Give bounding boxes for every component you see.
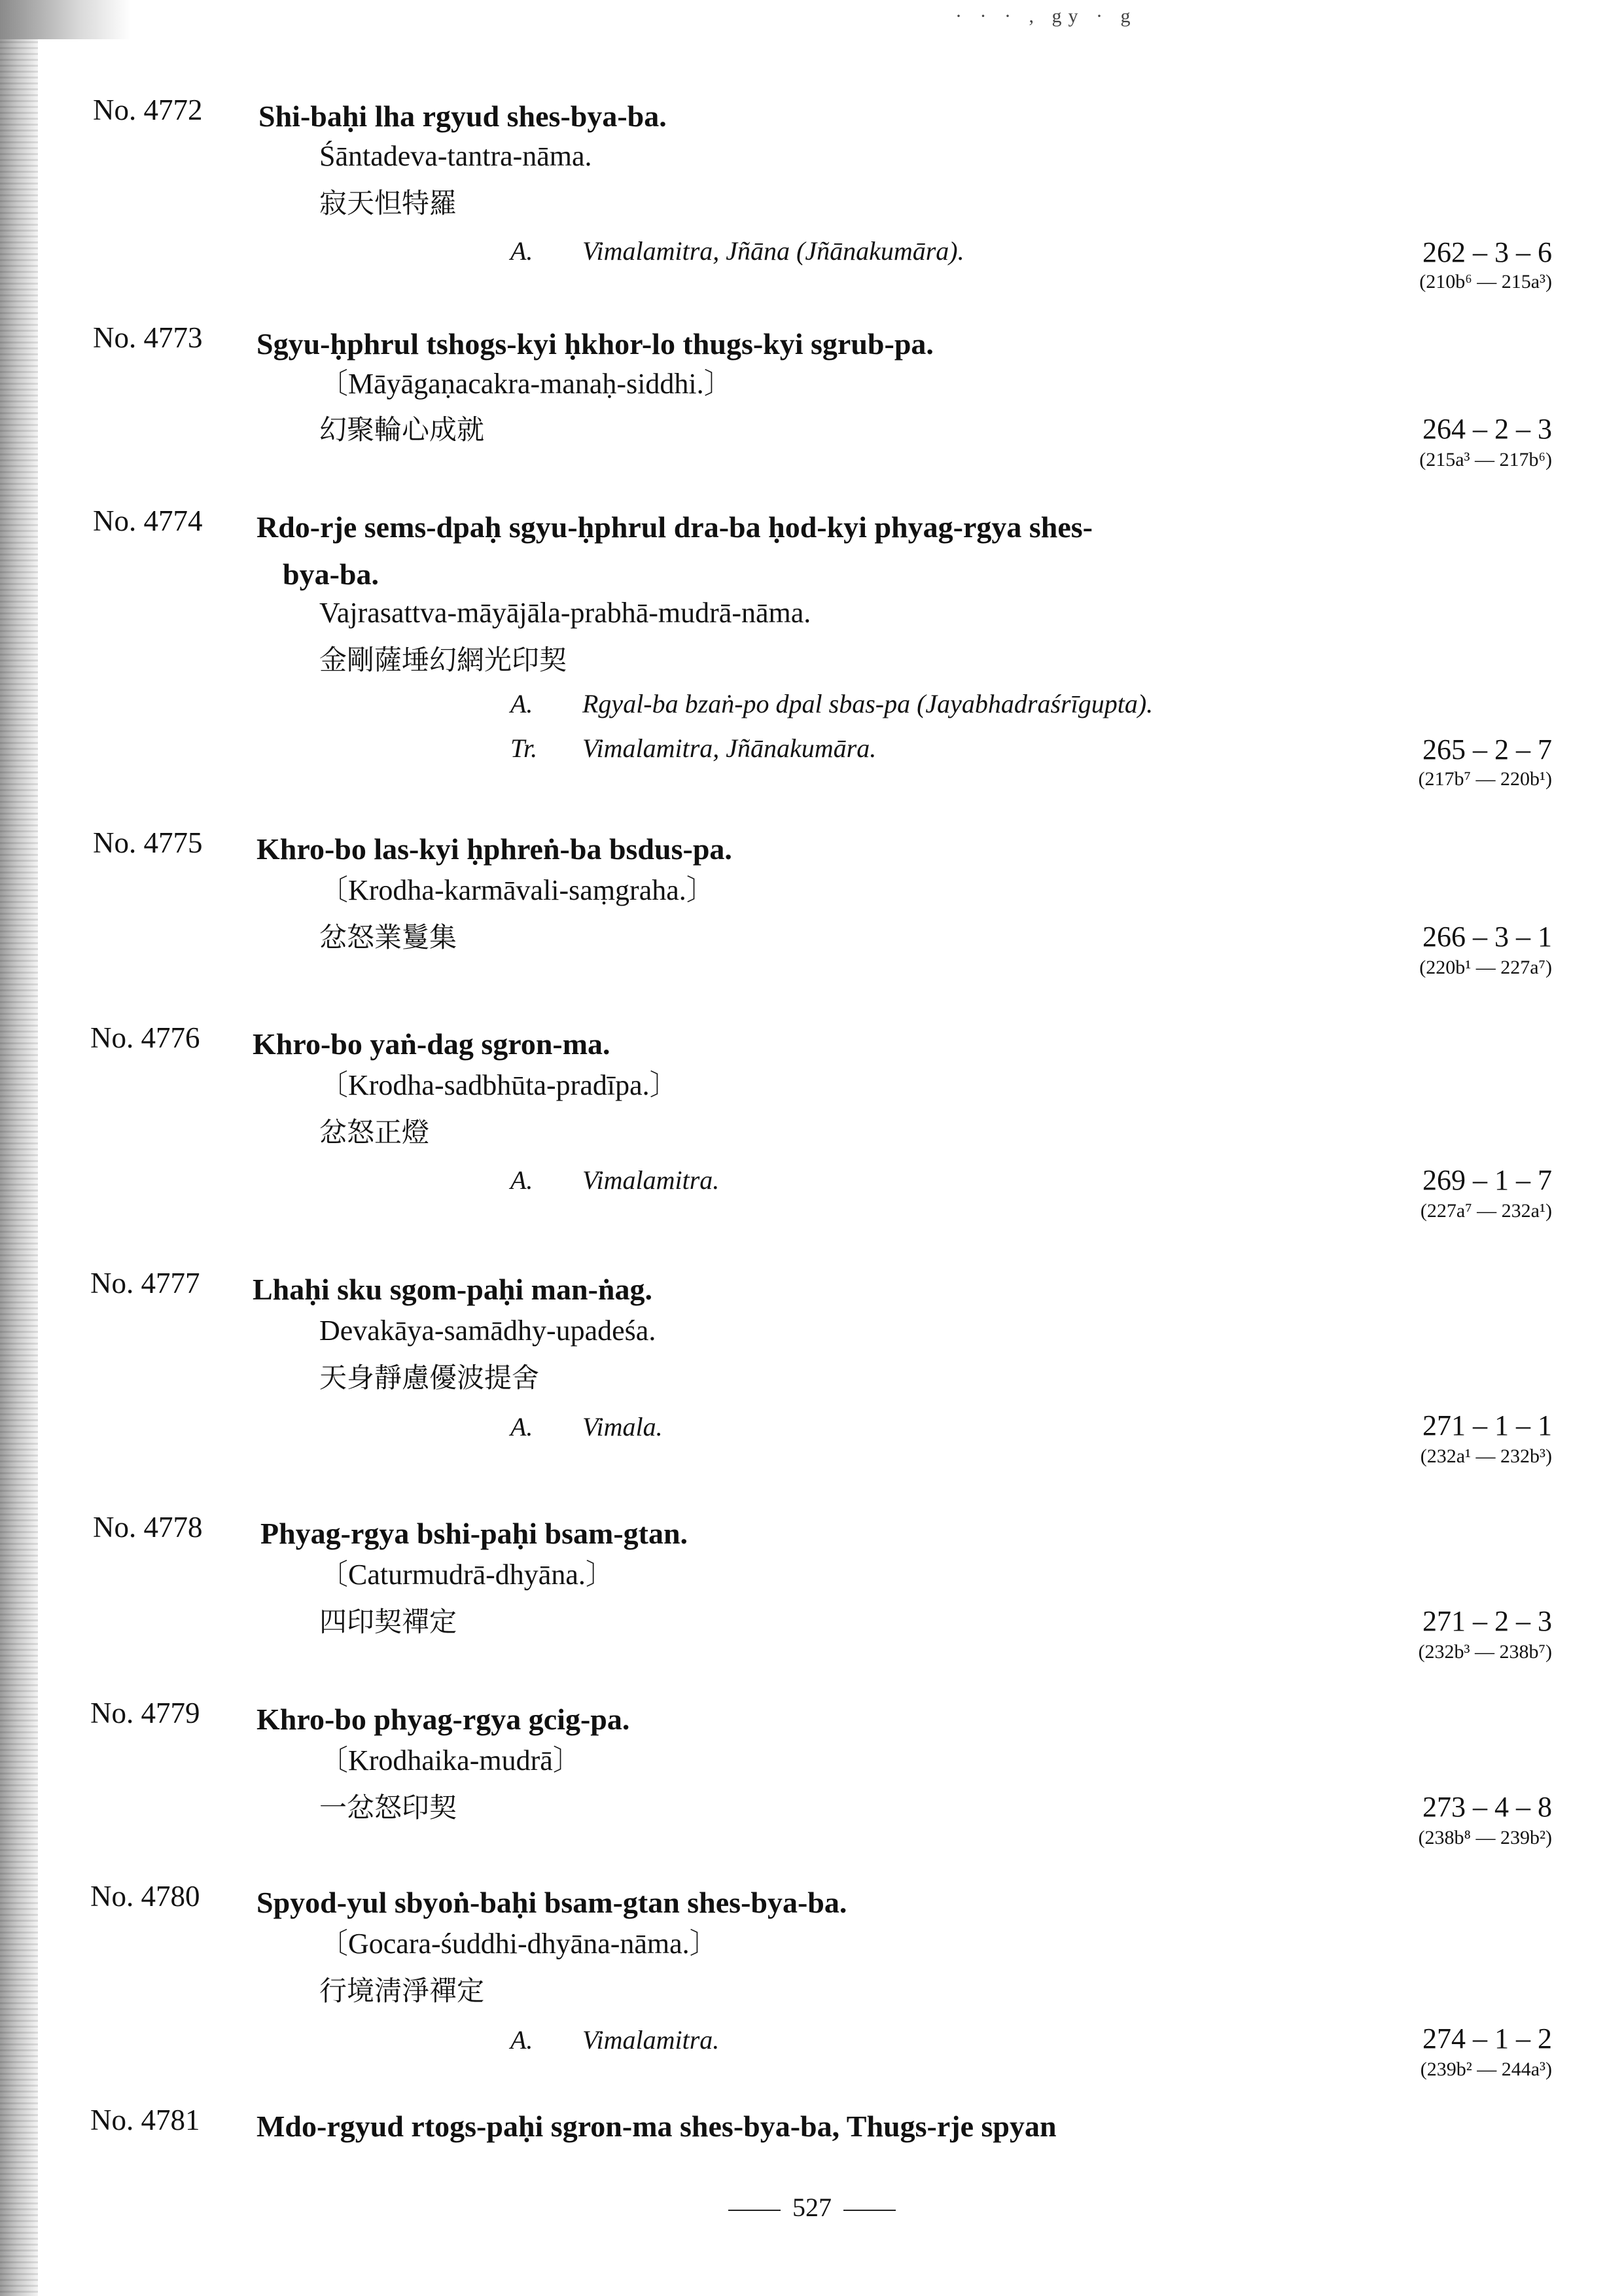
chinese-title: 忿怒業鬘集	[319, 921, 457, 953]
tibetan-title-line: Khro-bo las-kyi ḥphreṅ-ba bsdus-pa.	[256, 832, 732, 866]
entry-number: No. 4779	[90, 1697, 200, 1729]
chinese-title: 行境淸淨禪定	[319, 1975, 485, 2007]
author-line	[510, 688, 1153, 719]
entry-number: No. 4773	[93, 321, 203, 354]
entry-number: No. 4777	[90, 1267, 200, 1299]
page-number-value: 527	[792, 2193, 832, 2222]
entry-number: No. 4780	[90, 1880, 200, 1913]
tibetan-title	[260, 1510, 1333, 1557]
entry-number: No. 4781	[90, 2104, 200, 2136]
entry-number: No. 4776	[90, 1021, 200, 1054]
tibetan-title-line: Spyod-yul sbyoṅ-baḥi bsam-gtan shes-bya-ba.	[256, 1886, 847, 1919]
folio-range: (227a⁷ — 232a¹)	[1420, 1200, 1552, 1222]
entry-number: No. 4772	[93, 94, 203, 126]
chinese-title: 四印契禪定	[319, 1606, 457, 1638]
author-role: A.	[510, 1412, 533, 1441]
folio-range: (217b⁷ — 220b¹)	[1418, 768, 1552, 790]
tibetan-title	[256, 1879, 1330, 1926]
author-name: Vimalamitra.	[582, 2025, 720, 2055]
author-role: A.	[510, 689, 533, 718]
reference-number: 271 – 1 – 1	[1422, 1409, 1552, 1441]
author-name: Rgyal-ba bzaṅ-po dpal sbas-pa (Jayabhadraśrīgupta).	[582, 689, 1154, 718]
reference-number: 271 – 2 – 3	[1422, 1605, 1552, 1637]
folio-range: (215a³ — 217b⁶)	[1419, 449, 1552, 470]
reference-number: 264 – 2 – 3	[1422, 413, 1552, 445]
tibetan-title	[253, 1021, 1326, 1068]
entry-number: No. 4774	[93, 504, 203, 537]
folio-range: (238b⁸ — 239b²)	[1418, 1827, 1552, 1848]
chinese-title: 寂天怛特羅	[319, 187, 457, 219]
author-name: Vimala.	[582, 1412, 663, 1441]
folio-range: (239b² — 244a³)	[1420, 2058, 1552, 2080]
sanskrit-title: Vajrasattva-māyājāla-prabhā-mudrā-nāma.	[319, 597, 811, 629]
author-role: A.	[510, 236, 533, 266]
tibetan-title-line: Phyag-rgya bshi-paḥi bsam-gtan.	[260, 1517, 688, 1550]
folio-range: (232a¹ — 232b³)	[1420, 1445, 1552, 1467]
reference-number: 274 – 1 – 2	[1422, 2022, 1552, 2055]
chinese-title: 忿怒正燈	[319, 1116, 430, 1148]
sanskrit-title: 〔Gocara-śuddhi-dhyāna-nāma.〕	[319, 1928, 718, 1960]
tibetan-title-line: Khro-bo yaṅ-dag sgron-ma.	[253, 1027, 610, 1061]
entry-number: No. 4775	[93, 826, 203, 859]
translator-name: Vimalamitra, Jñānakumāra.	[582, 733, 877, 763]
tibetan-title	[256, 321, 1330, 368]
tibetan-title-line: Rdo-rje sems-dpaḥ sgyu-ḥphrul dra-ba ḥod-kyi phyag-rgya shes-	[256, 510, 1093, 544]
tibetan-title-line: Mdo-rgyud rtogs-paḥi sgron-ma shes-bya-ba, Thugs-rje spyan	[256, 2110, 1057, 2143]
cut-off-running-header: · · · , gy · g	[955, 5, 1137, 27]
tibetan-title-line: Lhaḥi sku sgom-paḥi man-ṅag.	[253, 1273, 652, 1306]
sanskrit-title: 〔Māyāgaṇacakra-manaḥ-siddhi.〕	[319, 368, 733, 400]
tibetan-title-line: Sgyu-ḥphrul tshogs-kyi ḥkhor-lo thugs-kyi sgrub-pa.	[256, 327, 934, 361]
reference-number: 273 – 4 – 8	[1422, 1791, 1552, 1823]
folio-range: (232b³ — 238b⁷)	[1418, 1641, 1552, 1663]
tibetan-title	[256, 2103, 1330, 2150]
sanskrit-title: 〔Krodha-karmāvali-saṃgraha.〕	[319, 874, 715, 906]
sanskrit-title: 〔Krodha-sadbhūta-pradīpa.〕	[319, 1069, 679, 1101]
tibetan-title-line: bya-ba.	[283, 557, 379, 591]
translator-role: Tr.	[510, 733, 538, 763]
chinese-title: 金剛薩埵幻網光印契	[319, 644, 567, 676]
entry-number: No. 4778	[93, 1511, 203, 1544]
page-number	[0, 2192, 1624, 2223]
reference-number: 262 – 3 – 6	[1422, 236, 1552, 268]
author-name: Vimalamitra.	[582, 1165, 720, 1195]
tibetan-title	[256, 504, 1330, 598]
chinese-title: 幻聚輪心成就	[319, 414, 485, 446]
author-name: Vimalamitra, Jñāna (Jñānakumāra).	[582, 236, 964, 266]
folio-range: (210b⁶ — 215a³)	[1419, 271, 1552, 292]
author-role: A.	[510, 2025, 533, 2055]
sanskrit-title: 〔Caturmudrā-dhyāna.〕	[319, 1559, 614, 1591]
book-binding-edge	[0, 0, 38, 2296]
page-number-dash	[728, 2210, 781, 2211]
tibetan-title-line: Shi-baḥi lha rgyud shes-bya-ba.	[258, 99, 667, 133]
folio-range: (220b¹ — 227a⁷)	[1419, 957, 1552, 978]
author-line	[510, 1411, 663, 1442]
tibetan-title	[253, 1266, 1326, 1313]
tibetan-title-line: Khro-bo phyag-rgya gcig-pa.	[256, 1703, 630, 1736]
sanskrit-title: 〔Krodhaika-mudrā〕	[319, 1744, 582, 1776]
chinese-title: 天身靜慮優波提舍	[319, 1362, 540, 1394]
author-line	[510, 236, 964, 266]
author-line	[510, 2024, 719, 2055]
page-number-dash	[843, 2210, 896, 2211]
reference-number: 266 – 3 – 1	[1422, 921, 1552, 953]
binding-shadow	[0, 0, 131, 39]
reference-number: 265 – 2 – 7	[1422, 733, 1552, 766]
author-role: A.	[510, 1165, 533, 1195]
sanskrit-title: Śāntadeva-tantra-nāma.	[319, 140, 592, 172]
tibetan-title	[258, 93, 1332, 140]
translator-line	[510, 733, 876, 764]
sanskrit-title: Devakāya-samādhy-upadeśa.	[319, 1315, 656, 1347]
reference-number: 269 – 1 – 7	[1422, 1164, 1552, 1196]
tibetan-title	[256, 1696, 1330, 1743]
tibetan-title	[256, 826, 1330, 873]
author-line	[510, 1165, 719, 1195]
chinese-title: 一忿怒印契	[319, 1792, 457, 1824]
